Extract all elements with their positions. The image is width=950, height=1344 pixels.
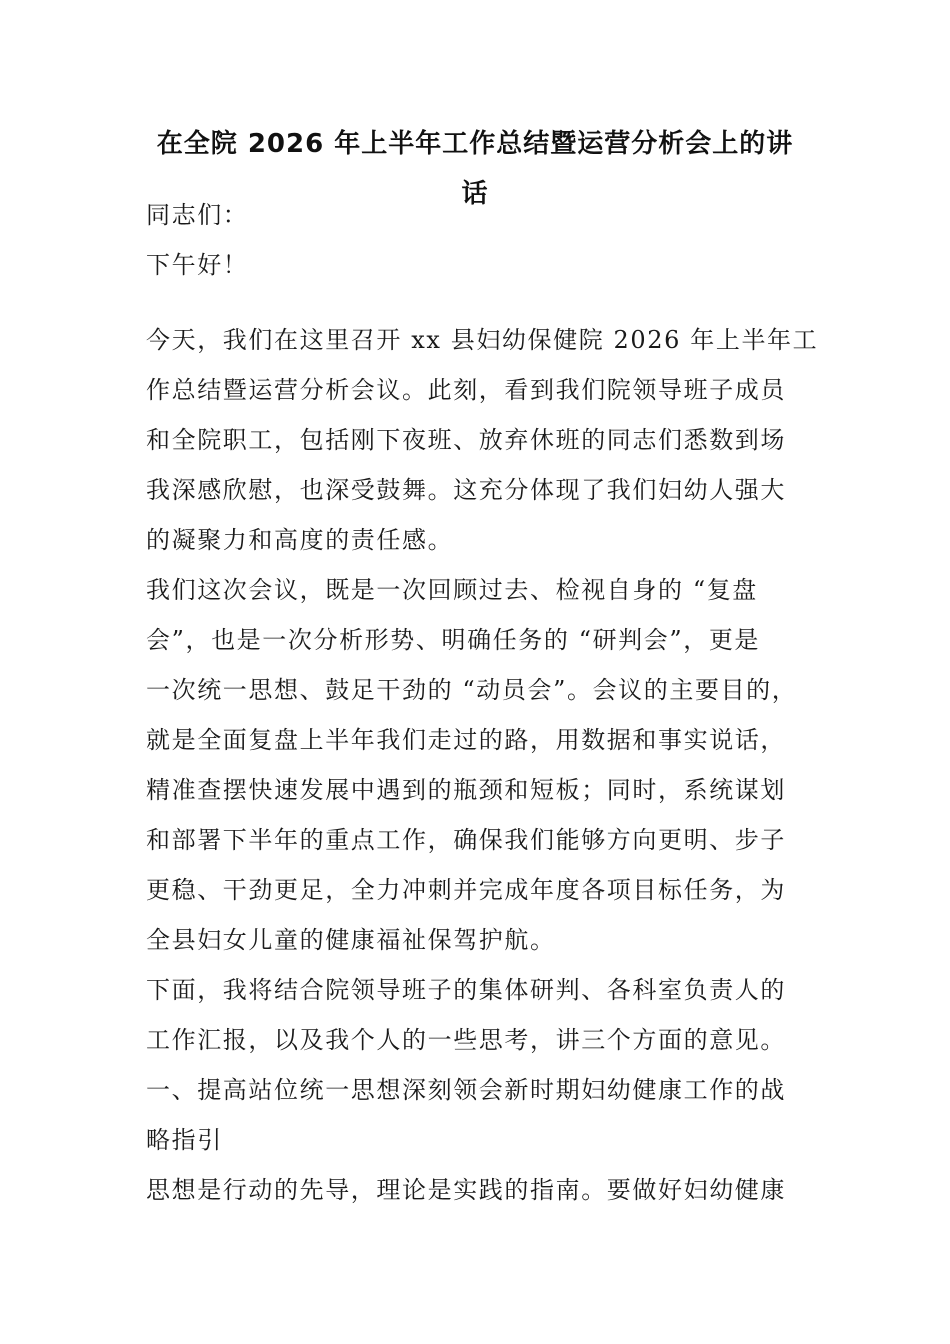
body-text-line: 一次统一思想、鼓足干劲的 “动员会”。会议的主要目的， [146,676,798,704]
body-text-line: 工作汇报，以及我个人的一些思考，讲三个方面的意见。 [146,1026,786,1054]
body-text-line: 我深感欣慰，也深受鼓舞。这充分体现了我们妇幼人强大 [146,476,786,504]
body-text-line: 会”，也是一次分析形势、明确任务的 “研判会”，更是 [146,626,761,654]
body-text-line: 思想是行动的先导，理论是实践的指南。要做好妇幼健康 [146,1176,786,1204]
body-text-line: 作总结暨运营分析会议。此刻，看到我们院领导班子成员 [146,376,786,404]
document-title-line-1: 在全院 2026 年上半年工作总结暨运营分析会上的讲 [156,129,794,159]
body-text-line: 精准查摆快速发展中遇到的瓶颈和短板；同时，系统谋划 [146,776,786,804]
body-text-line: 更稳、干劲更足，全力冲刺并完成年度各项目标任务，为 [146,876,786,904]
body-text-line: 的凝聚力和高度的责任感。 [146,526,454,554]
body-text-line: 和部署下半年的重点工作，确保我们能够方向更明、步子 [146,826,786,854]
body-text-line: 我们这次会议，既是一次回顾过去、检视自身的 “复盘 [146,576,758,604]
body-text-line: 就是全面复盘上半年我们走过的路，用数据和事实说话， [146,726,786,754]
body-text-line: 下面，我将结合院领导班子的集体研判、各科室负责人的 [146,976,786,1004]
section-heading-line: 一、提高站位统一思想深刻领会新时期妇幼健康工作的战 [146,1076,786,1104]
greeting: 下午好！ [146,251,249,279]
document-title-line-2: 话 [461,179,489,209]
body-text-line: 全县妇女儿童的健康福祉保驾护航。 [146,926,556,954]
section-heading-line: 略指引 [146,1126,223,1154]
body-text-line: 和全院职工，包括刚下夜班、放弃休班的同志们悉数到场 [146,426,786,454]
salutation: 同志们： [146,201,249,229]
body-text-line: 今天，我们在这里召开 xx 县妇幼保健院 2026 年上半年工 [146,326,819,354]
